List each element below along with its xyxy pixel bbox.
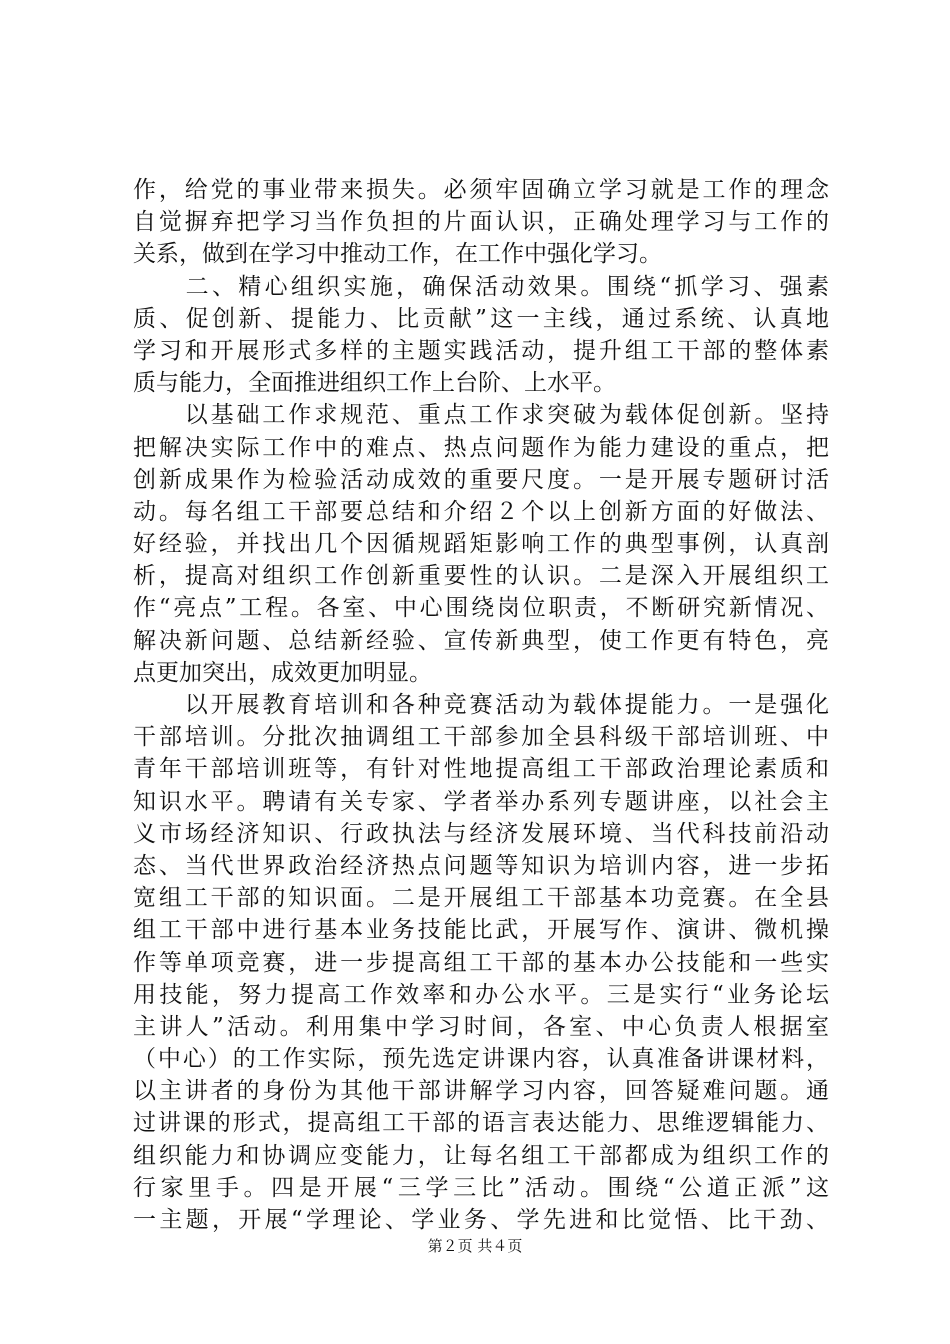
- text-line: 作，给党的事业带来损失。必须牢固确立学习就是工作的理念: [133, 177, 829, 203]
- text-line: 组工干部中进行基本业务技能比武，开展写作、演讲、微机操: [133, 917, 829, 944]
- text-line: 质、促创新、提能力、比贡献”这一主线，通过系统、认真地: [133, 305, 829, 332]
- text-line: 以开展教育培训和各种竞赛活动为载体提能力。一是强化: [133, 692, 829, 718]
- text-line: 析，提高对组织工作创新重要性的认识。二是深入开展组织工: [133, 563, 829, 590]
- text-line: 关系，做到在学习中推动工作，在工作中强化学习。: [133, 241, 662, 268]
- text-line: 组织能力和协调应变能力，让每名组工干部都成为组织工作的: [133, 1142, 829, 1169]
- text-line: 学习和开展形式多样的主题实践活动，提升组工干部的整体素: [133, 337, 829, 364]
- text-line: 用技能，努力提高工作效率和办公水平。三是实行“业务论坛: [133, 981, 829, 1008]
- text-line: 创新成果作为检验活动成效的重要尺度。一是开展专题研讨活: [133, 466, 829, 493]
- text-line: 态、当代世界政治经济热点问题等知识为培训内容，进一步拓: [133, 852, 829, 879]
- text-line: 知识水平。聘请有关专家、学者举办系列专题讲座，以社会主: [133, 788, 829, 815]
- text-line: 一主题，开展“学理论、学业务、学先进和比觉悟、比干劲、: [133, 1207, 829, 1233]
- text-line: 干部培训。分批次抽调组工干部参加全县科级干部培训班、中: [133, 724, 829, 751]
- text-line: 宽组工干部的知识面。二是开展组工干部基本功竞赛。在全县: [133, 885, 829, 912]
- text-line: 义市场经济知识、行政执法与经济发展环境、当代科技前沿动: [133, 820, 829, 847]
- text-line: 以主讲者的身份为其他干部讲解学习内容，回答疑难问题。通: [133, 1078, 829, 1105]
- text-line: 自觉摒弃把学习当作负担的片面认识，正确处理学习与工作的: [133, 209, 829, 236]
- text-line: 二、精心组织实施，确保活动效果。围绕“抓学习、强素: [133, 273, 829, 300]
- text-line: 作等单项竞赛，进一步提高组工干部的基本办公技能和一些实: [133, 949, 829, 976]
- text-line: 把解决实际工作中的难点、热点问题作为能力建设的重点，把: [133, 434, 829, 461]
- document-body: [133, 174, 829, 1236]
- text-line: （中心）的工作实际，预先选定讲课内容，认真准备讲课材料，: [133, 1046, 829, 1073]
- text-line: 动。每名组工干部要总结和介绍２个以上创新方面的好做法、: [133, 498, 829, 525]
- text-line: 点更加突出，成效更加明显。: [133, 659, 432, 686]
- text-line: 行家里手。四是开展“三学三比”活动。围绕“公道正派”这: [133, 1174, 829, 1201]
- text-line: 质与能力，全面推进组织工作上台阶、上水平。: [133, 370, 616, 397]
- text-line: 作“亮点”工程。各室、中心围绕岗位职责，不断研究新情况、: [133, 595, 829, 622]
- text-line: 解决新问题、总结新经验、宣传新典型，使工作更有特色，亮: [133, 627, 829, 654]
- text-line: 青年干部培训班等，有针对性地提高组工干部政治理论素质和: [133, 756, 829, 783]
- text-line: 好经验，并找出几个因循规蹈矩影响工作的典型事例，认真剖: [133, 531, 829, 558]
- page-footer: 第２页 共４页: [427, 1237, 523, 1255]
- text-line: 主讲人”活动。利用集中学习时间，各室、中心负责人根据室: [133, 1013, 829, 1040]
- text-line: 过讲课的形式，提高组工干部的语言表达能力、思维逻辑能力、: [133, 1110, 829, 1137]
- text-line: 以基础工作求规范、重点工作求突破为载体促创新。坚持: [133, 402, 829, 429]
